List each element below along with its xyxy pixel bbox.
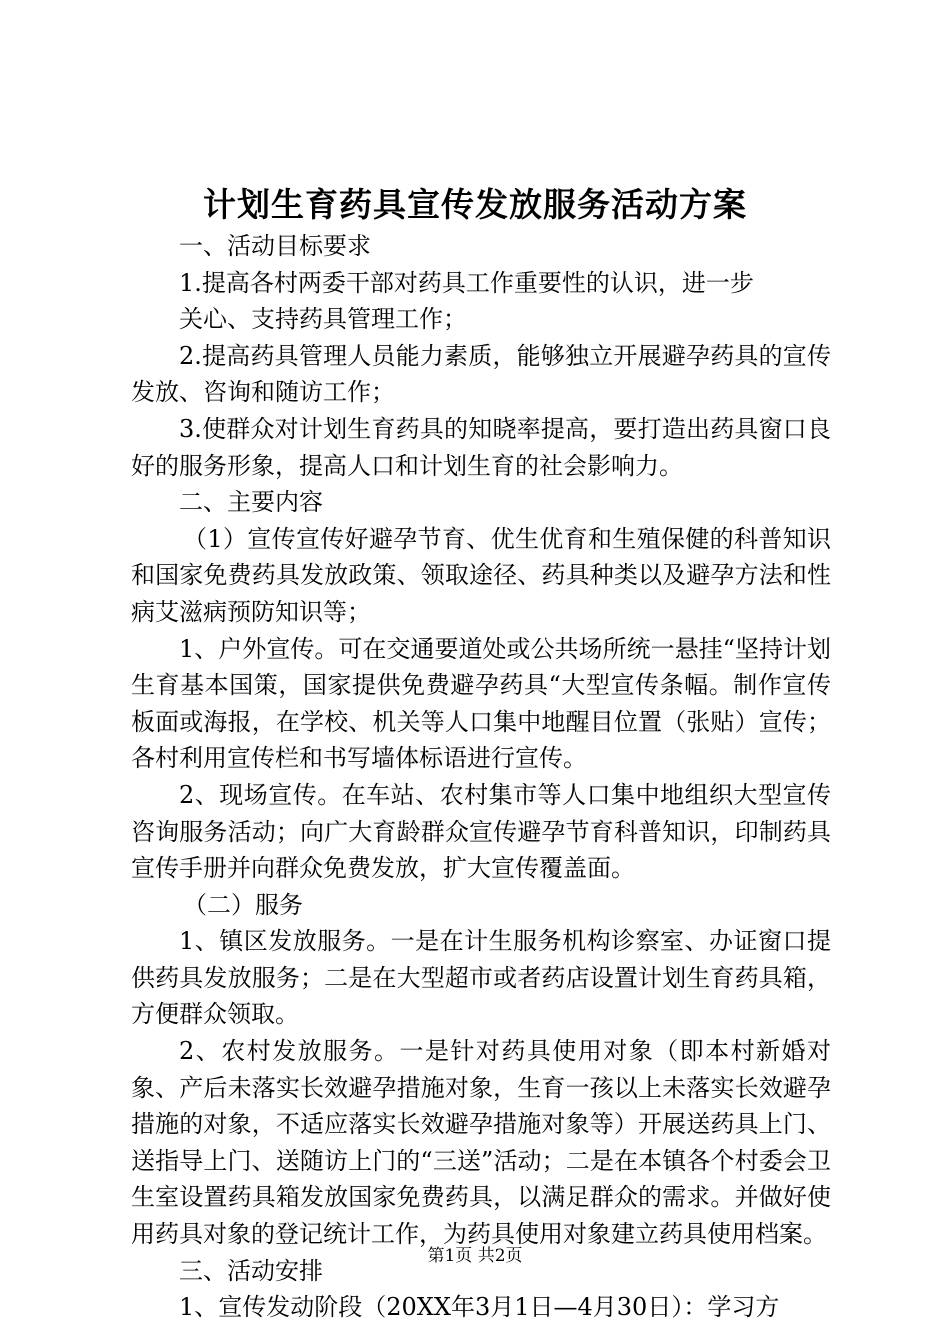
page-number-footer: 第1页 共2页 bbox=[427, 1246, 523, 1266]
section-heading-schedule: 三、活动安排 bbox=[179, 1256, 323, 1285]
document-title: 计划生育药具宣传发放服务活动方案 bbox=[203, 185, 747, 224]
paragraph-objective-2: 2.提高药具管理人员能力素质，能够独立开展避孕药具的宣传发放、咨询和随访工作； bbox=[131, 341, 831, 407]
section-heading-main-content: 二、主要内容 bbox=[179, 488, 323, 517]
paragraph-publicity-intro: （1）宣传宣传好避孕节育、优生优育和生殖保健的科普知识和国家免费药具发放政策、领取途径、药具种类以及避孕方法和性病艾滋病预防知识等； bbox=[131, 524, 831, 626]
document-body bbox=[131, 228, 831, 1326]
paragraph-town-service: 1、镇区发放服务。一是在计生服务机构诊察室、办证窗口提供药具发放服务；二是在大型超市或者药店设置计划生育药具箱，方便群众领取。 bbox=[131, 927, 831, 1029]
paragraph-objective-1-continued: 关心、支持药具管理工作； bbox=[179, 305, 467, 334]
section-heading-objectives: 一、活动目标要求 bbox=[179, 232, 371, 260]
paragraph-onsite-publicity: 2、现场宣传。在车站、农村集市等人口集中地组织大型宣传咨询服务活动；向广大育龄群众宣传避孕节育科普知识，印制药具宣传手册并向群众免费发放，扩大宣传覆盖面。 bbox=[131, 780, 831, 883]
paragraph-rural-service: 2、农村发放服务。一是针对药具使用对象（即本村新婚对象、产后未落实长效避孕措施对象，生育一孩以上未落实长效避孕措施的对象，不适应落实长效避孕措施对象等）开展送药具上门、送指导上门、送随访上门的“三送”活动；二是在本镇各个村委会卫生室设置药具箱发放国家免费药具，以满足群众的需求。并做好使用药具对象的登记统计工作，为药具使用对象建立药具使用档案。 bbox=[131, 1037, 831, 1249]
paragraph-schedule-phase-1: 1、宣传发动阶段（20XX年3月1日—4月30日）：学习方 bbox=[179, 1293, 780, 1322]
paragraph-objective-1: 1.提高各村两委干部对药具工作重要性的认识，进一步 bbox=[179, 268, 754, 297]
sub-heading-service: （二）服务 bbox=[183, 890, 303, 919]
paragraph-outdoor-publicity: 1、户外宣传。可在交通要道处或公共场所统一悬挂“坚持计划生育基本国策，国家提供免费避孕药具“大型宣传条幅。制作宣传板面或海报，在学校、机关等人口集中地醒目位置（张贴）宣传；各村利用宣传栏和书写墙体标语进行宣传。 bbox=[131, 634, 831, 773]
paragraph-objective-3: 3.使群众对计划生育药具的知晓率提高，要打造出药具窗口良好的服务形象，提高人口和计划生育的社会影响力。 bbox=[131, 414, 831, 480]
